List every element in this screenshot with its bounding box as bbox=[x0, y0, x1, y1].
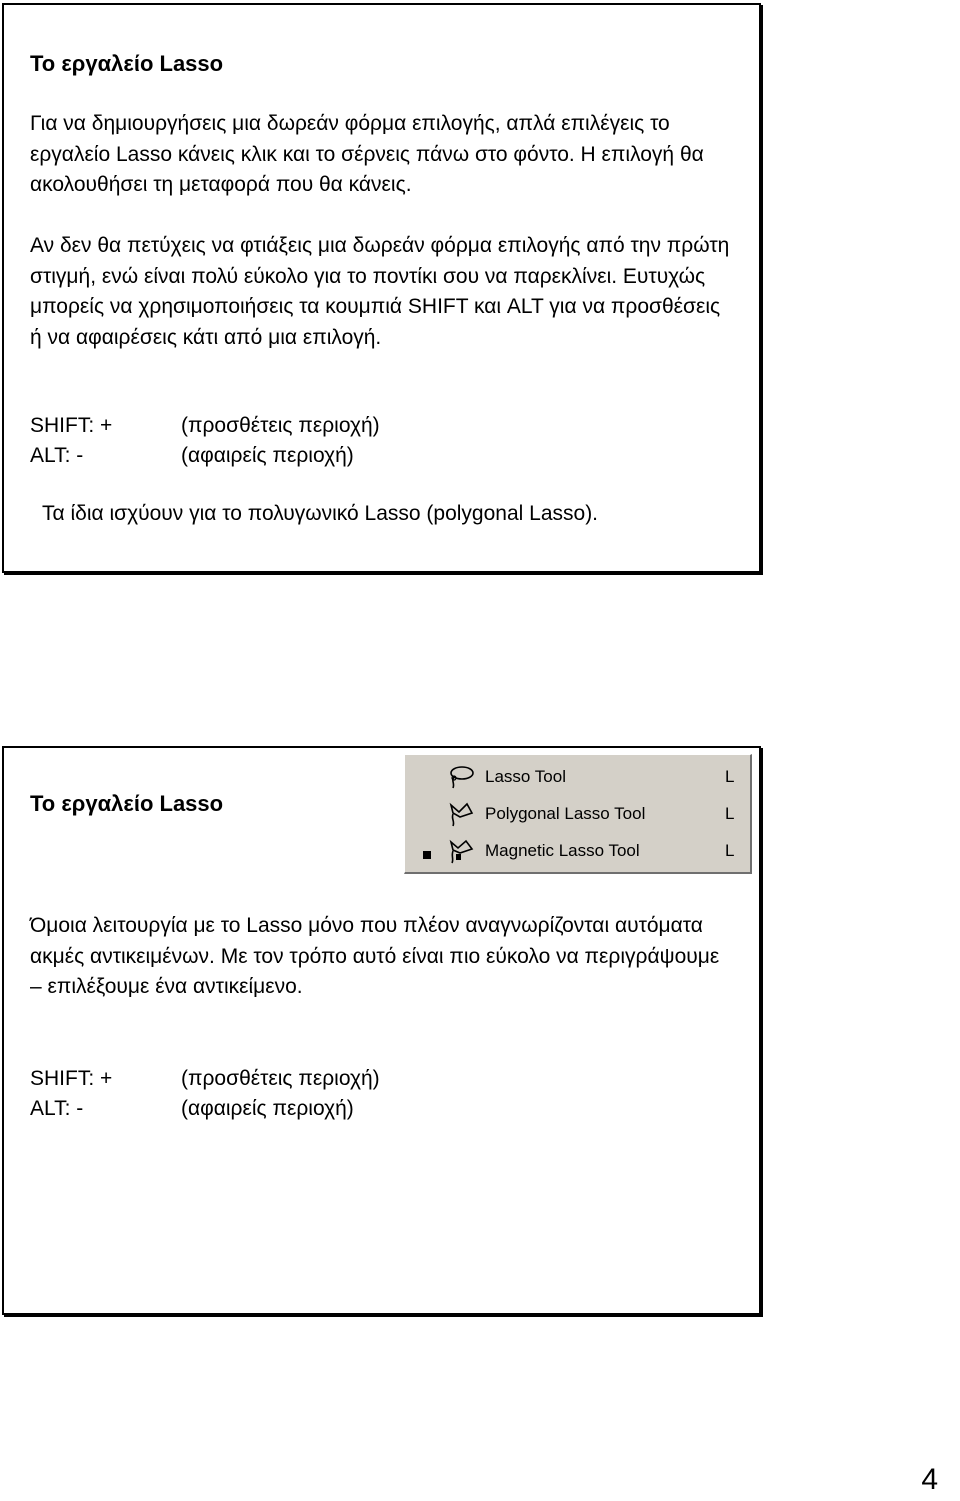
slide-title: Το εργαλείο Lasso bbox=[30, 791, 224, 816]
shortcut-description: (προσθέτεις περιοχή) bbox=[181, 414, 380, 437]
paragraph-intro: Για να δημιουργήσεις μια δωρεάν φόρμα επιλογής, απλά επιλέγεις το εργαλείο Lasso κάνεις κλικ και το σέρνεις πάνω στο φόντο. Η επιλογή θα ακολουθήσει τη μεταφορά που θα κάνεις. bbox=[30, 112, 704, 196]
shortcut-key: ALT: - bbox=[30, 444, 84, 467]
paragraph-shift-alt: Αν δεν θα πετύχεις να φτιάξεις μια δωρεάν φόρμα επιλογής από την πρώτη στιγμή, ενώ είναι πολύ εύκολο για το ποντίκι σου να παρεκλίνει. Ευτυχώς μπορείς να χρησιμοποιήσεις τα κουμπιά SHIFT και ALT για να προσθέσεις ή να αφαιρέσεις κάτι από μια επιλογή. bbox=[30, 234, 730, 349]
menu-item-label: Lasso Tool bbox=[485, 767, 566, 786]
shortcut-key: SHIFT: + bbox=[30, 1067, 113, 1090]
menu-item-shortcut: L bbox=[725, 767, 735, 786]
active-tool-marker bbox=[423, 851, 431, 859]
menu-item-lasso-tool[interactable] bbox=[405, 758, 749, 795]
menu-item-label: Magnetic Lasso Tool bbox=[485, 841, 640, 860]
polygonal-lasso-icon bbox=[447, 801, 475, 827]
polygonal-lasso-note: Τα ίδια ισχύουν για το πολυγωνικό Lasso (polygonal Lasso). bbox=[42, 502, 599, 525]
slide-title: Το εργαλείο Lasso bbox=[30, 51, 224, 76]
magnetic-lasso-icon bbox=[447, 838, 475, 864]
shortcut-key: ALT: - bbox=[30, 1097, 84, 1120]
menu-item-label: Polygonal Lasso Tool bbox=[485, 804, 646, 823]
menu-item-shortcut: L bbox=[725, 804, 735, 823]
slide-lasso-intro bbox=[2, 3, 761, 573]
menu-item-magnetic-lasso-tool[interactable] bbox=[405, 832, 749, 869]
page-number: 4 bbox=[921, 1463, 938, 1496]
shortcut-description: (προσθέτεις περιοχή) bbox=[181, 1067, 380, 1090]
paragraph-magnetic-lasso: Όμοια λειτουργία με το Lasso μόνο που πλέον αναγνωρίζονται αυτόματα ακμές αντικειμένων. Με τον τρόπο αυτό είναι πιο εύκολο να περιγράψουμε – επιλέξουμε ένα αντικείμενο. bbox=[30, 914, 720, 998]
shortcut-key: SHIFT: + bbox=[30, 414, 113, 437]
menu-item-polygonal-lasso-tool[interactable] bbox=[405, 795, 749, 832]
shortcut-description: (αφαιρείς περιοχή) bbox=[181, 444, 354, 467]
lasso-icon bbox=[447, 764, 475, 790]
menu-item-shortcut: L bbox=[725, 841, 735, 860]
lasso-tool-menu bbox=[404, 754, 752, 874]
shortcut-description: (αφαιρείς περιοχή) bbox=[181, 1097, 354, 1120]
slide-magnetic-lasso bbox=[2, 746, 761, 1315]
